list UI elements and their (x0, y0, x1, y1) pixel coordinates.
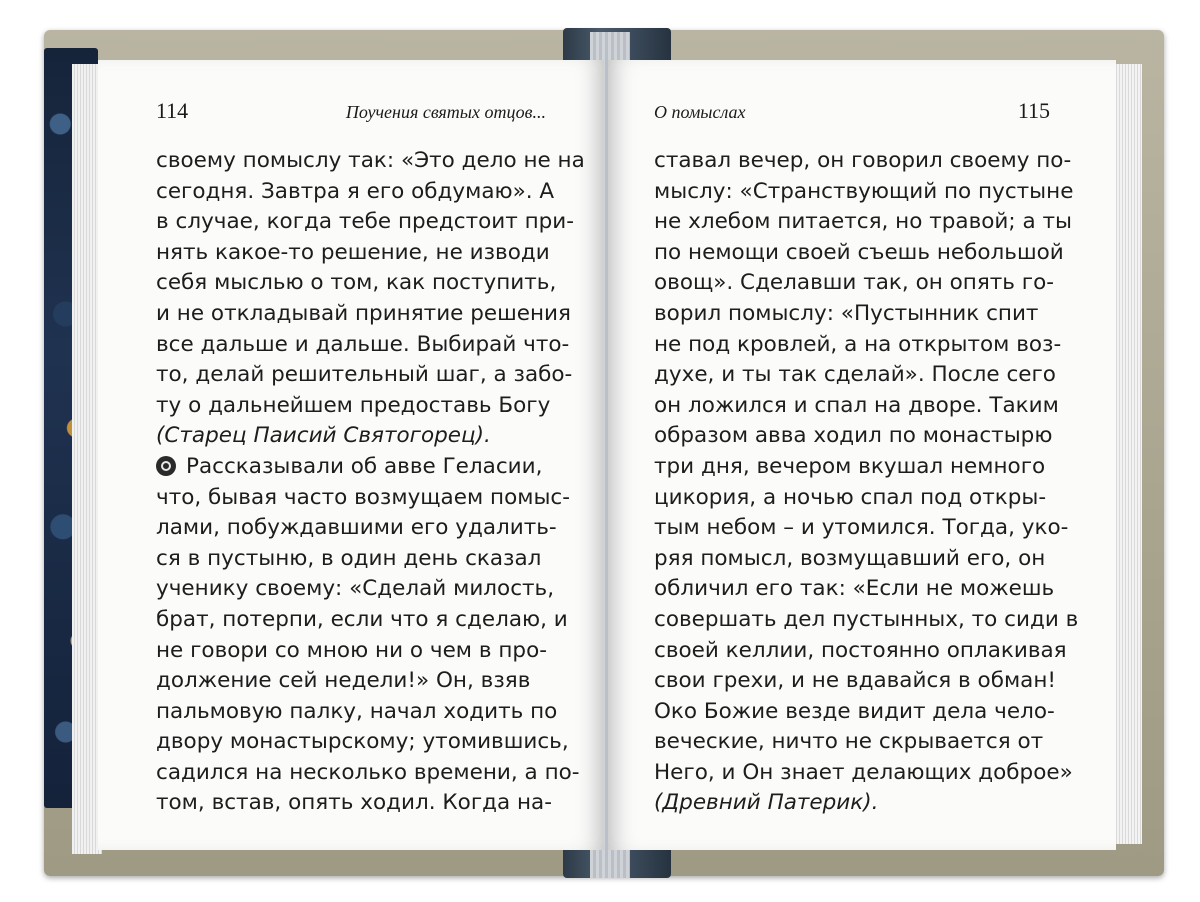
left-page (98, 60, 604, 850)
text-line: овощ». Сделавши так, он опять го- (654, 270, 1055, 296)
text-line: совершать дел пустынных, то сиди в (654, 606, 1079, 632)
text-line: не под кровлей, а на открытом воз- (654, 331, 1062, 357)
text-line: своей келлии, постоянно оплакивая (654, 637, 1067, 663)
text-line: сегодня. Завтра я его обдумаю». А (156, 178, 555, 204)
text-line: обличил его так: «Если не можешь (654, 576, 1055, 602)
right-page-text (654, 146, 1079, 819)
text-line: цикория, а ночью спал под откры- (654, 484, 1047, 510)
text-line-attribution: (Древний Патерик). (654, 790, 879, 816)
text-line: все дальше и дальше. Выбирай что- (156, 331, 570, 357)
text-line: ворил помыслу: «Пустынник спит (654, 300, 1039, 326)
text-line: пальмовую палку, начал ходить по (156, 698, 558, 724)
text-line: три дня, вечером вкушал немного (654, 453, 1046, 479)
right-page-header (608, 98, 1116, 128)
right-page (608, 60, 1116, 850)
text-line: должение сей недели!» Он, взяв (156, 668, 531, 694)
text-line: брат, потерпи, если что я сделаю, и (156, 606, 568, 632)
text-line: не говори со мною ни о чем в про- (156, 637, 547, 663)
text-line: и не откладывай принятие решения (156, 300, 571, 326)
page-number: 115 (1017, 98, 1050, 123)
text-line: нять какое-то решение, не изводи (156, 239, 550, 265)
text-line: ряя помысл, возмущавший его, он (654, 545, 1046, 571)
text-line-content: Рассказывали об авве Геласии, (186, 453, 543, 479)
text-line: тым небом – и утомился. Тогда, уко- (654, 515, 1069, 541)
text-line: садился на несколько времени, а по- (156, 759, 580, 785)
text-line: двору монастырскому; утомившись, (156, 729, 569, 755)
section-marker-icon (156, 456, 176, 476)
text-line: ся в пустыню, в один день сказал (156, 545, 542, 571)
text-line: своему помыслу так: «Это дело не на (156, 148, 585, 173)
running-title: Поучения святых отцов... (345, 102, 546, 122)
text-line: образом авва ходил по монастырю (654, 423, 1053, 449)
text-line: он ложился и спал на дворе. Таким (654, 392, 1059, 418)
text-line-paragraph-start (156, 452, 576, 483)
text-line: мыслу: «Странствующий по пустыне (654, 178, 1074, 204)
text-line: лами, побуждавшими его удалить- (156, 515, 557, 541)
text-line: ставал вечер, он говорил своему по- (654, 148, 1072, 173)
text-line-attribution: (Старец Паисий Святогорец). (156, 423, 491, 449)
text-line: веческие, ничто не скрывается от (654, 729, 1044, 755)
text-line: то, делай решительный шаг, а забо- (156, 362, 573, 388)
text-line: себя мыслью о том, как поступить, (156, 270, 557, 296)
left-page-text (156, 146, 585, 819)
text-line: том, встав, опять ходил. Когда на- (156, 790, 552, 816)
text-line: по немощи своей съешь небольшой (654, 239, 1064, 265)
page-number: 114 (156, 98, 189, 123)
text-line: духе, и ты так сделай». После сего (654, 362, 1056, 388)
text-line: ту о дальнейшем предоставь Богу (156, 392, 551, 418)
left-page-header (98, 98, 604, 128)
running-title: О помыслах (654, 102, 746, 122)
text-line: в случае, когда тебе предстоит при- (156, 209, 575, 235)
text-line: свои грехи, и не вдавайся в обман! (654, 668, 1057, 694)
text-line: не хлебом питается, но травой; а ты (654, 209, 1072, 235)
text-line: Око Божие везде видит дела чело- (654, 698, 1055, 724)
text-line: Него, и Он знает делающих доброе» (654, 759, 1073, 785)
text-line: что, бывая часто возмущаем помыс- (156, 484, 571, 510)
text-line: ученику своему: «Сделай милость, (156, 576, 555, 602)
